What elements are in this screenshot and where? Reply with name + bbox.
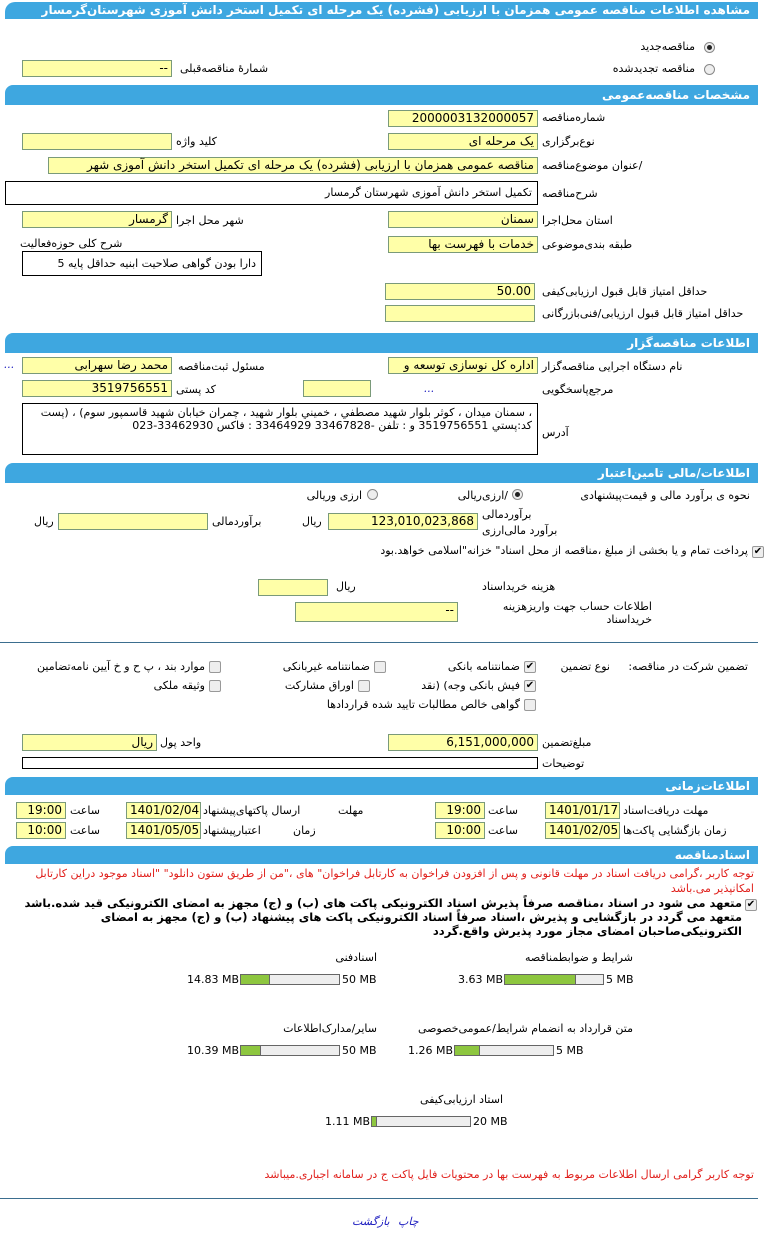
guarantee-option-label: وثیقه ملکی [153, 679, 205, 692]
validity-time: 10:00 [16, 822, 66, 839]
org-field: اداره کل نوسازی توسعه و [388, 357, 538, 374]
responsible-label: مسئول ثبت‌مناقصه [178, 360, 265, 373]
hour-label: ساعت [70, 824, 100, 837]
renewed-tender-radio[interactable] [704, 64, 715, 75]
responsible-field: محمد رضا سهرابی [22, 357, 172, 374]
back-link[interactable]: بازگشت [352, 1215, 390, 1228]
keyword-label: کلید واژه [176, 135, 217, 148]
prev-number-label: شمارهٔ مناقصه‌قبلی [180, 62, 269, 75]
divider [0, 642, 758, 643]
divider [0, 1198, 758, 1199]
estimate2-currency: ریال [34, 515, 54, 528]
guarantee-option-checkbox[interactable]: ✔ [525, 661, 535, 672]
min-quality-label: حداقل امتیاز قابل قبول ارزیابی‌کیفی [542, 285, 708, 298]
submit-label: ارسال پاکتهای‌پیشنهاد [203, 804, 301, 817]
min-tech-field [385, 305, 535, 322]
doc-cost-currency: ریال [336, 580, 356, 593]
subject-label: /عنوان موضوع‌مناقصه [542, 159, 643, 172]
opening-time: 10:00 [435, 822, 485, 839]
file-size-bar [504, 974, 604, 985]
responsible-more-link[interactable]: ... [4, 358, 15, 371]
description-box: تکمیل استخر دانش آموزی شهرستان گرمسار [5, 181, 538, 205]
hour-label: ساعت [488, 804, 518, 817]
file-name: سایر/مدارک‌اطلاعات [283, 1022, 377, 1035]
section-docs-header: اسنادمناقصه [5, 846, 758, 864]
file-size: 1.11 MB [324, 1115, 370, 1128]
rial-radio[interactable] [512, 489, 523, 500]
tender-number-field: 2000003132000057 [388, 110, 538, 127]
guarantee-option-checkbox[interactable] [524, 699, 536, 711]
file-size: 1.26 MB [407, 1044, 453, 1057]
treasury-checkbox[interactable]: ✔ [753, 546, 763, 557]
address-label: آدرس [542, 426, 569, 439]
renewed-tender-label: مناقصه تجدیدشده [612, 62, 695, 75]
validity-label: زمان [293, 824, 316, 837]
currency-unit-field: ریال [22, 734, 157, 751]
file-name: متن قرارداد به انضمام شرایط/عمومی‌خصوصی [417, 1022, 633, 1035]
estimate-field: 123,010,023,868 [328, 513, 478, 530]
file-size: 14.83 MB [186, 973, 239, 986]
docs-notice: توجه کاربر ،گرامی دریافت اسناد در مهلت قانونی و پس از افزودن فراخوان به کارتابل فراخوان" های ،"من از طریق ستون دانلود" "اسناد موجود دراین کارتابل امکانپذیر می.باشد [35, 867, 754, 895]
account-field: -- [295, 602, 458, 622]
category-label: طبقه بندی‌موضوعی [542, 238, 633, 251]
file-size: 10.39 MB [186, 1044, 239, 1057]
prev-number-field: -- [22, 60, 172, 77]
print-link[interactable]: چاپ [398, 1215, 419, 1228]
postal-label: کد پستی [176, 383, 216, 396]
keyword-field [22, 133, 172, 150]
estimate-currency: ریال [302, 515, 322, 528]
category-field: خدمات با فهرست بها [388, 236, 538, 253]
guarantee-option-label: اوراق مشارکت [284, 679, 354, 692]
treasury-text: پرداخت تمام و یا بخشی از مبلغ ،مناقصه از محل اسناد" خزانه"اسلامی خواهد.بود [380, 544, 748, 557]
validity-label: اعتبارپیشنهاد [203, 824, 261, 837]
file-size-bar [240, 1045, 340, 1056]
file-max-size: 50 MB [342, 1044, 377, 1057]
doc-cost-field [258, 579, 328, 596]
file-size-bar-fill [372, 1117, 377, 1126]
doc-deadline-date: 1401/01/17 [545, 802, 620, 819]
org-label: نام دستگاه اجرایی مناقصه‌گزار [542, 360, 683, 373]
fx-rial-radio[interactable] [367, 489, 378, 500]
file-name: شرایط و ضوابطمناقصه [524, 951, 633, 964]
submit-time: 19:00 [16, 802, 66, 819]
commit-text: متعهد می شود در اسناد ،مناقصه صرفاً پذیرش اسناد الکترونیکی پاکت های (ب) و (ج) مجهز به امضای الکترونیکی قید شده.باشد متعهد می گردد در بازگشایی و پذیرش ،اسناد صرفاً اسناد الکترونیکی پاکت های پیشنهاد (ب) و (ج) مجهز به امضای الکترونیکی‌صاحبان امضای مجاز مورد پذیرش واقع.گردد [24, 896, 742, 938]
file-size-bar [454, 1045, 554, 1056]
guarantee-type-label: نوع تضمین [560, 660, 610, 673]
guarantee-option-label: موارد بند ، پ ح و خ آیین نامه‌تضامین [37, 660, 205, 673]
doc-deadline-label: مهلت دریافت‌اسناد [623, 804, 709, 817]
min-quality-field: 50.00 [385, 283, 535, 300]
file-max-size: 5 MB [606, 973, 634, 986]
estimate-fx-label: برآورد مالی‌ارزی [482, 524, 558, 537]
reference-more-link[interactable]: ... [424, 382, 435, 395]
file-size: 3.63 MB [457, 973, 503, 986]
estimate-method-label: نحوه ی برآورد مالی و قیمت‌پیشنهادی [580, 489, 750, 502]
hour-label: ساعت [488, 824, 518, 837]
opening-label: زمان بازگشایی پاکت‌ها [623, 824, 727, 837]
section-organizer-header: اطلاعات مناقصه‌گزار [5, 333, 758, 353]
file-max-size: 5 MB [556, 1044, 584, 1057]
guarantee-amount-label: مبلغ‌تضمین [542, 736, 592, 749]
file-name: اسنادفنی [335, 951, 377, 964]
file-size-bar-fill [455, 1046, 480, 1055]
section-timing-header: اطلاعات‌زمانی [5, 777, 758, 795]
city-field: گرمسار [22, 211, 172, 228]
fx-rial-label: ارزی وریالی [306, 489, 362, 502]
new-tender-radio[interactable] [704, 42, 715, 53]
guarantee-option-checkbox[interactable] [374, 661, 386, 673]
price-notice: توجه کاربر گرامی ارسال اطلاعات مربوط به فهرست بها در محتویات فایل پاکت ج در سامانه اجباری.میباشد [264, 1168, 754, 1181]
address-box: ، سمنان میدان ، کوثر بلوار شهید مصطفي ، خميني بلوار شهيد ، چمران خيابان شهيد قاسمپور سوم) ، (پست کد:پستي 3519756551 و : تلفن -33467828 33464929 : فاکس 33462930-023 [22, 403, 538, 455]
section-finance-header: اطلاعات/مالی تامین‌اعتبار [5, 463, 758, 483]
file-size-bar [371, 1116, 471, 1127]
guarantee-label: تضمین شرکت در مناقصه: [628, 660, 748, 673]
activity-box: دارا بودن گواهی صلاحیت ابنیه حداقل پایه 5 [22, 251, 262, 276]
file-size-bar [240, 974, 340, 985]
notes-box [22, 757, 538, 769]
guarantee-option-checkbox[interactable] [358, 680, 370, 692]
guarantee-option-label: ضمانتنامه بانکی [447, 660, 520, 673]
holding-type-field: یک مرحله ای [388, 133, 538, 150]
section-general-header: مشخصات مناقصه‌عمومی [5, 85, 758, 105]
doc-deadline-time: 19:00 [435, 802, 485, 819]
holding-type-label: نوع‌برگزاری [542, 135, 595, 148]
file-max-size: 20 MB [473, 1115, 508, 1128]
file-size-bar-fill [241, 975, 270, 984]
reference-label: مرجع‌پاسخگویی [542, 383, 614, 396]
activity-label: شرح کلی حوزه‌فعالیت [20, 237, 123, 250]
province-label: استان محل‌اجرا [542, 214, 613, 227]
rial-label: /ارزی‌ریالی [457, 489, 508, 502]
tender-number-label: شماره‌مناقصه [542, 111, 606, 124]
currency-unit-label: واحد پول [160, 736, 202, 749]
guarantee-option-checkbox[interactable]: ✔ [525, 680, 535, 691]
description-label: شرح‌مناقصه [542, 187, 598, 200]
notes-label: توضیحات [542, 757, 585, 770]
guarantee-option-label: فیش بانکی وجه) (نقد [421, 679, 520, 692]
opening-date: 1401/02/05 [545, 822, 620, 839]
account-label: اطلاعات حساب جهت واریزهزینه خریداسناد [502, 600, 652, 626]
guarantee-option-label: ضمانتنامه غیربانکی [282, 660, 370, 673]
guarantee-option-checkbox[interactable] [209, 661, 221, 673]
submit-label: مهلت [338, 804, 364, 817]
guarantee-option-label: گواهی خالص مطالبات تایید شده قراردادها [326, 698, 520, 711]
estimate-label: برآوردمالی [482, 508, 532, 521]
commit-checkbox[interactable]: ✔ [746, 899, 756, 910]
page-title: مشاهده اطلاعات مناقصه عمومی همزمان با ارزیابی (فشرده) یک مرحله ای تکمیل استخر دانش آموزی شهرستان‌گرمسار [5, 2, 758, 19]
reference-field [303, 380, 371, 397]
estimate2-label: برآوردمالی [212, 515, 262, 528]
file-size-bar-fill [241, 1046, 261, 1055]
doc-cost-label: هزینه خریداسناد [482, 580, 556, 593]
min-tech-label: حداقل امتیاز قابل قبول ارزیابی/فنی‌بازرگانی [542, 307, 744, 320]
city-label: شهر محل اجرا [176, 214, 244, 227]
submit-date: 1401/02/04 [126, 802, 201, 819]
subject-field: مناقصه عمومی همزمان با ارزیابی (فشرده) یک مرحله ای تکمیل استخر دانش آموزی شهر [48, 157, 538, 174]
hour-label: ساعت [70, 804, 100, 817]
validity-date: 1401/05/05 [126, 822, 201, 839]
file-size-bar-fill [505, 975, 576, 984]
estimate2-field [58, 513, 208, 530]
guarantee-amount-field: 6,151,000,000 [388, 734, 538, 751]
guarantee-option-checkbox[interactable] [209, 680, 221, 692]
file-name: استاد ارزیابی‌کیفی [420, 1093, 503, 1106]
new-tender-label: مناقصه‌جدید [640, 40, 695, 53]
postal-field: 3519756551 [22, 380, 172, 397]
province-field: سمنان [388, 211, 538, 228]
file-max-size: 50 MB [342, 973, 377, 986]
